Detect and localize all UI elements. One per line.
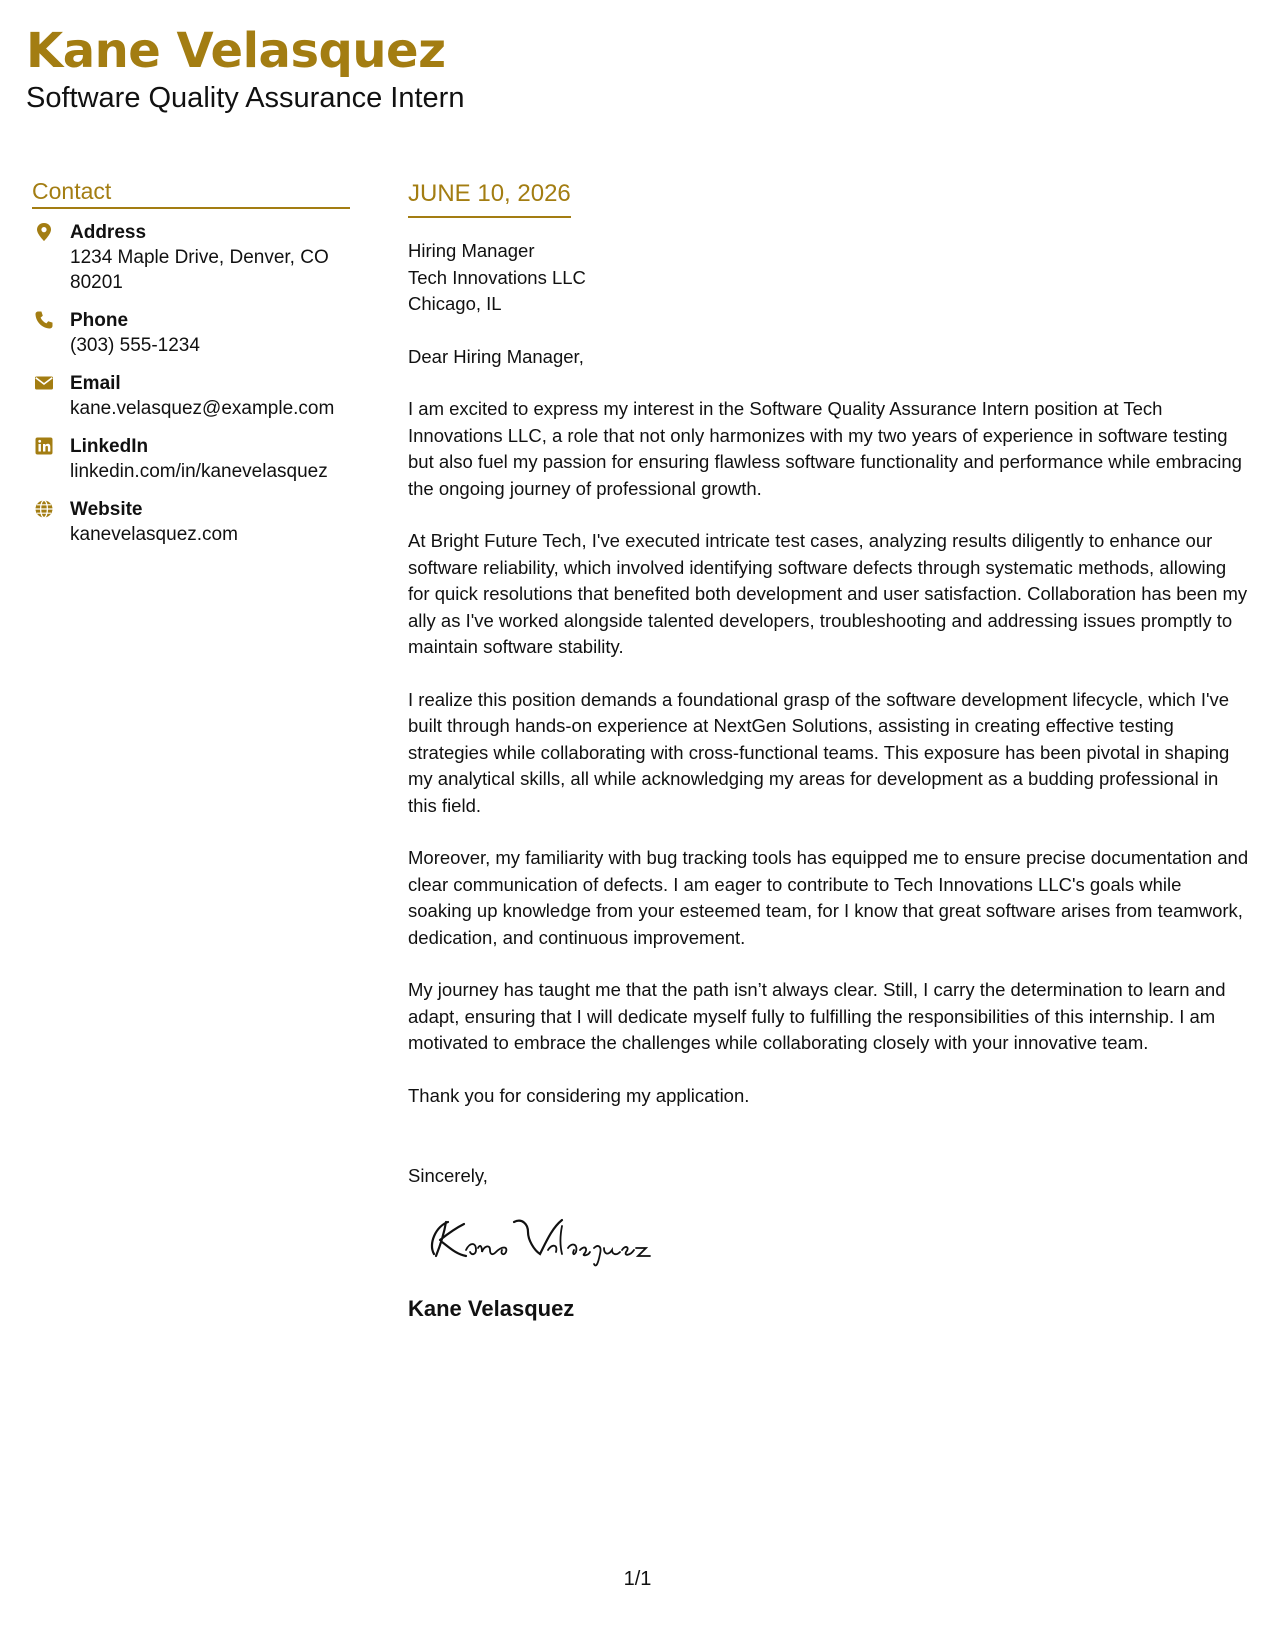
contact-item-address: [32, 221, 350, 295]
greeting: Dear Hiring Manager,: [408, 345, 584, 367]
applicant-name: Kane Velasquez: [26, 23, 446, 79]
email-value: kane.velasquez@example.com: [70, 398, 335, 419]
phone-label: Phone: [70, 310, 129, 331]
email-label: Email: [70, 373, 121, 394]
phone-icon: [34, 310, 54, 330]
letter-date: JUNE 10, 2026: [408, 178, 571, 218]
contact-item-website: [32, 498, 350, 547]
recipient-location: Chicago, IL: [408, 293, 502, 314]
linkedin-label: LinkedIn: [70, 436, 149, 457]
paragraph: Thank you for considering my application.: [408, 1084, 750, 1106]
website-value[interactable]: kanevelasquez.com: [70, 524, 238, 545]
paragraph: My journey has taught me that the path isn’t always clear. Still, I carry the determination to learn and adapt, ensuring that I will dedicate myself fully to fulfilling the responsibilities of this internship. I am motivated to embrace the challenges while collaborating closely with your innovative team.: [408, 979, 1226, 1053]
header: [26, 22, 464, 116]
signed-name: Kane Velasquez: [408, 1295, 575, 1321]
job-title: Software Quality Assurance Intern: [26, 82, 465, 114]
contact-heading: Contact: [32, 176, 350, 209]
phone-value: (303) 555-1234: [70, 335, 200, 356]
paragraph: At Bright Future Tech, I've executed intricate test cases, analyzing results diligently to enhance our software reliability, which involved identifying software defects through systematic methods, allowing for quick resolutions that benefited both development and user satisfaction. Collaboration has been my ally as I've worked alongside talented developers, troubleshooting and addressing issues promptly to maintain software stability.: [408, 530, 1248, 657]
address-value: 1234 Maple Drive, Denver, CO 80201: [70, 247, 329, 293]
contact-item-phone: [32, 309, 350, 358]
envelope-icon: [34, 373, 54, 393]
paragraph: I realize this position demands a foundational grasp of the software development lifecycle, which I've built through hands-on experience at NextGen Solutions, assisting in creating effective testing strategies while collaborating with cross-functional teams. This exposure has been pivotal in shaping my analytical skills, all while acknowledging my areas for development as a budding professional in this field.: [408, 688, 1230, 816]
contact-sidebar: [32, 176, 350, 561]
page-number: 1/1: [623, 1568, 652, 1590]
map-pin-icon: [34, 222, 54, 242]
paragraph: I am excited to express my interest in the Software Quality Assurance Intern position at Tech Innovations LLC, a role that not only harmonizes with my two years of experience in software testing but also fuel my passion for ensuring flawless software functionality and performance while embracing the ongoing journey of professional growth.: [408, 398, 1242, 499]
signature: [416, 1204, 676, 1274]
recipient-block: [408, 238, 1250, 318]
linkedin-icon: [34, 436, 54, 456]
contact-item-linkedin: [32, 435, 350, 484]
letter-body: [408, 178, 1250, 1323]
recipient-company: Tech Innovations LLC: [408, 266, 586, 288]
closing: Sincerely,: [408, 1165, 488, 1186]
recipient-name: Hiring Manager: [408, 240, 535, 261]
contact-item-email: [32, 372, 350, 421]
paragraph: Moreover, my familiarity with bug tracking tools has equipped me to ensure precise documentation and clear communication of defects. I am eager to contribute to Tech Innovations LLC's goals while soaking up knowledge from your esteemed team, for I know that great software arises from teamwork, dedication, and continuous improvement.: [408, 847, 1249, 948]
website-label: Website: [70, 499, 143, 520]
globe-icon: [34, 499, 54, 519]
address-label: Address: [70, 222, 147, 243]
linkedin-value[interactable]: linkedin.com/in/kanevelasquez: [70, 461, 328, 482]
